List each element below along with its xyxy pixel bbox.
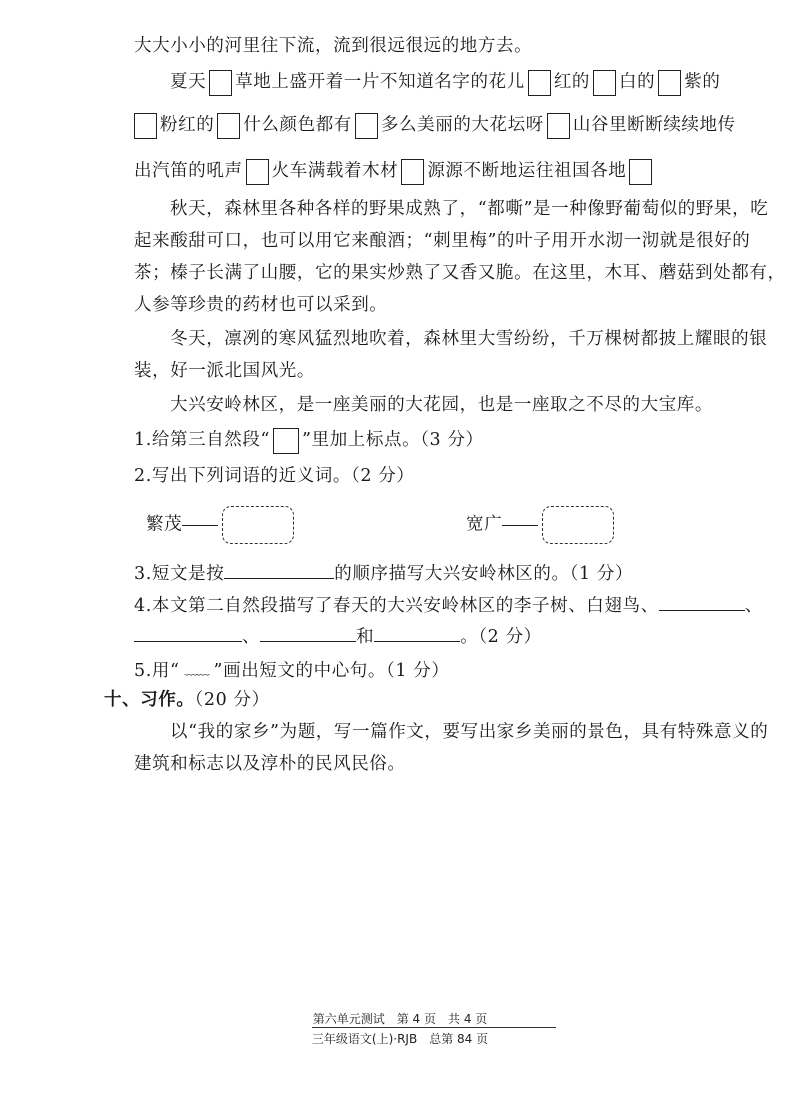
question-2: 2.写出下列词语的近义词。（2 分） bbox=[134, 466, 415, 486]
punctuation-box[interactable] bbox=[246, 159, 269, 185]
answer-blank[interactable] bbox=[260, 623, 356, 642]
question-text: 4.本文第二自然段描写了春天的大兴安岭林区的李子树、白翅鸟、 bbox=[134, 596, 659, 616]
text-segment: 紫的 bbox=[684, 72, 721, 92]
punctuation-box[interactable] bbox=[355, 113, 378, 139]
synonym-word: 繁茂 bbox=[146, 514, 183, 535]
text-segment: 夏天 bbox=[170, 72, 207, 92]
punctuation-box[interactable] bbox=[217, 113, 240, 139]
punctuation-box[interactable] bbox=[547, 113, 570, 139]
question-text: 3.短文是按 bbox=[134, 564, 225, 584]
punctuation-box[interactable] bbox=[134, 113, 157, 139]
punctuation-box[interactable] bbox=[593, 70, 616, 96]
dash-line bbox=[182, 525, 218, 526]
summer-line-1 bbox=[170, 66, 720, 98]
punctuation-box[interactable] bbox=[629, 159, 652, 185]
footer-rule bbox=[312, 1027, 556, 1028]
text-segment: 多么美丽的大花坛呀 bbox=[380, 115, 544, 135]
punctuation-box[interactable] bbox=[401, 159, 424, 185]
connector: 和 bbox=[356, 627, 375, 647]
answer-blank[interactable] bbox=[374, 623, 460, 642]
synonym-word: 宽广 bbox=[466, 514, 503, 535]
answer-blank[interactable] bbox=[659, 592, 745, 611]
question-text: 1.给第三自然段“ bbox=[134, 430, 271, 450]
text-segment: 什么颜色都有 bbox=[243, 115, 352, 135]
winter-line-2: 装，好一派北国风光。 bbox=[134, 361, 315, 381]
separator: 、 bbox=[242, 627, 261, 647]
answer-blank[interactable] bbox=[224, 560, 334, 579]
question-1 bbox=[134, 424, 484, 456]
footer-page-info: 第六单元测试 第 4 页 共 4 页 bbox=[312, 1012, 488, 1026]
text-segment: 红的 bbox=[553, 72, 591, 92]
separator: 、 bbox=[744, 596, 763, 616]
question-text: ”画出短文的中心句。（1 分） bbox=[213, 661, 450, 681]
punctuation-box[interactable] bbox=[528, 70, 551, 96]
passage-line: 大大小小的河里往下流，流到很远很远的地方去。 bbox=[134, 36, 533, 56]
text-segment: 火车满载着木材 bbox=[271, 161, 399, 181]
wavy-underline-icon: ﹏﹏ bbox=[184, 663, 209, 678]
question-5 bbox=[134, 655, 449, 687]
synonym-item-1 bbox=[146, 506, 294, 544]
autumn-line-2: 起来酸甜可口，也可以用它来酿酒；“刺里梅”的叶子用开水沏一沏就是很好的 bbox=[134, 231, 751, 251]
summer-line-2 bbox=[134, 109, 736, 141]
section-points: （20 分） bbox=[194, 690, 270, 710]
question-text: 。（2 分） bbox=[460, 627, 542, 647]
text-segment: 山谷里断断续续地传 bbox=[572, 115, 736, 135]
composition-line-1: 以“我的家乡”为题，写一篇作文，要写出家乡美丽的景色，具有特殊意义的 bbox=[170, 722, 769, 742]
winter-line-1: 冬天，凛冽的寒风猛烈地吹着，森林里大雪纷纷，千万棵树都披上耀眼的银 bbox=[170, 329, 768, 349]
question-text: ”里加上标点。（3 分） bbox=[302, 430, 484, 450]
composition-heading bbox=[104, 684, 270, 716]
footer-book-info: 三年级语文(上)·RJB 总第 84 页 bbox=[311, 1032, 489, 1046]
text-segment: 出汽笛的吼声 bbox=[134, 161, 243, 181]
answer-box[interactable] bbox=[222, 506, 294, 544]
answer-blank[interactable] bbox=[134, 623, 242, 642]
composition-line-2: 建筑和标志以及淳朴的民风民俗。 bbox=[134, 754, 406, 774]
text-segment: 白的 bbox=[619, 72, 656, 92]
question-text: 5.用“ bbox=[134, 661, 180, 681]
answer-box[interactable] bbox=[542, 506, 614, 544]
text-segment: 粉红的 bbox=[160, 115, 215, 135]
dash-line bbox=[502, 525, 538, 526]
question-text: 的顺序描写大兴安岭林区的。（1 分） bbox=[334, 564, 634, 584]
punctuation-box[interactable] bbox=[273, 428, 299, 454]
punctuation-box[interactable] bbox=[209, 70, 232, 96]
conclusion-line: 大兴安岭林区，是一座美丽的大花园，也是一座取之不尽的大宝库。 bbox=[170, 395, 713, 415]
text-segment: 草地上盛开着一片不知道名字的花儿 bbox=[235, 72, 525, 92]
summer-line-3 bbox=[134, 155, 655, 187]
autumn-line-1: 秋天，森林里各种各样的野果成熟了，“都嘶”是一种像野葡萄似的野果，吃 bbox=[170, 199, 769, 219]
question-4-line-1 bbox=[134, 590, 763, 622]
autumn-line-3: 茶；榛子长满了山腰，它的果实炒熟了又香又脆。在这里，木耳、蘑菇到处都有， bbox=[134, 263, 786, 283]
section-title: 十、习作。 bbox=[104, 690, 195, 710]
autumn-line-4: 人参等珍贵的药材也可以采到。 bbox=[134, 295, 388, 315]
question-4-line-2 bbox=[134, 621, 542, 653]
text-segment: 源源不断地运往祖国各地 bbox=[427, 161, 627, 181]
synonym-item-2 bbox=[466, 506, 614, 544]
punctuation-box[interactable] bbox=[658, 70, 681, 96]
question-3 bbox=[134, 558, 633, 590]
